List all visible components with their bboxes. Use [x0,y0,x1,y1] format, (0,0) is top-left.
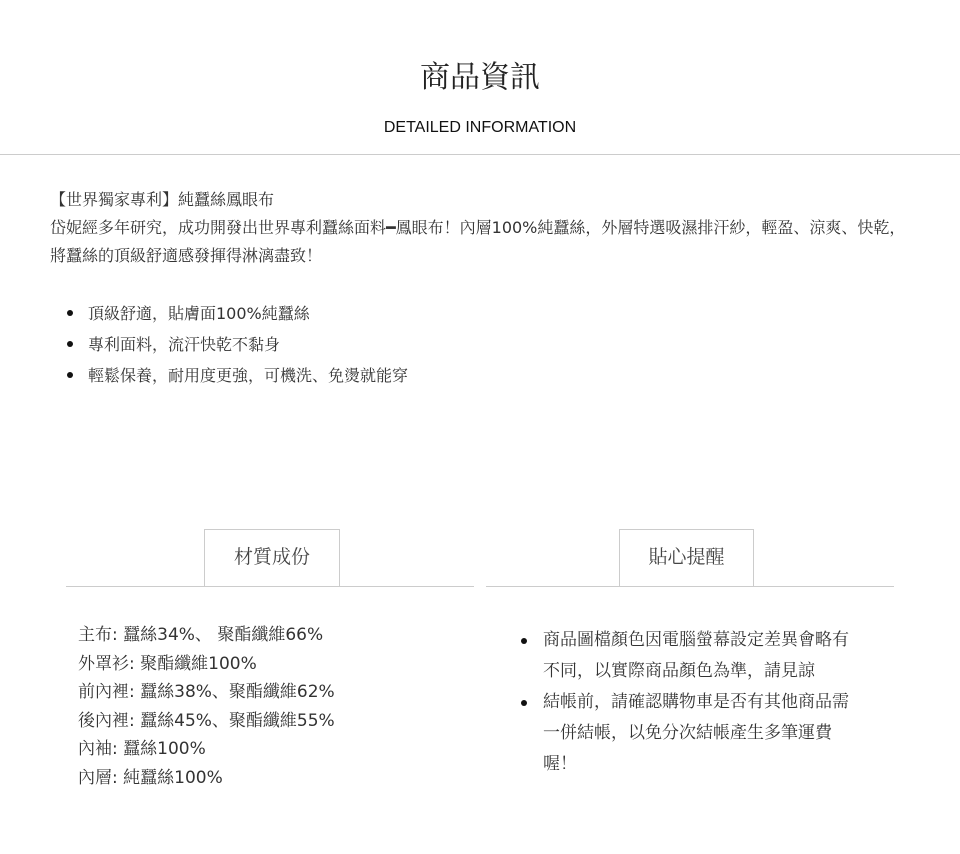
material-row: 主布: 蠶絲34%、 聚酯纖維66% [78,625,324,645]
product-intro [50,186,910,270]
product-description: 岱妮經多年研究，成功開發出世界專利蠶絲面料━鳳眼布！內層100%純蠶絲，外層特選吸濕排汗紗，輕盈、涼爽、快乾，將蠶絲的頂級舒適感發揮得淋漓盡致！ [50,218,906,265]
header-divider [0,154,960,155]
feature-item: 專利面料，流汗快乾不黏身 [50,329,910,360]
notes-tab: 貼心提醒 [619,529,754,586]
material-row: 後內裡: 蠶絲45%、聚酯纖維55% [78,710,335,731]
material-row: 內層: 純蠶絲100% [78,767,223,788]
note-item: 結帳前，請確認購物車是否有其他商品需一併結帳，以免分次結帳產生多筆運費喔！ [517,687,862,780]
material-row: 前內裡: 蠶絲38%、聚酯纖維62% [78,682,335,703]
page-subtitle: DETAILED INFORMATION [383,119,577,136]
notes-divider [486,586,894,587]
material-row: 內袖: 蠶絲100% [78,739,206,760]
note-item: 商品圖檔顏色因電腦螢幕設定差異會略有不同，以實際商品顏色為準，請見諒 [517,625,862,687]
materials-divider [66,586,474,587]
materials-tab: 材質成份 [204,529,340,586]
page-title: 商品資訊 [420,60,540,95]
product-headline: 【世界獨家專利】純蠶絲鳳眼布 [50,190,275,209]
notes-list [517,625,862,780]
feature-item: 輕鬆保養，耐用度更強，可機洗、免燙就能穿 [50,360,910,391]
material-row: 外罩衫: 聚酯纖維100% [78,653,257,674]
materials-list [78,621,458,793]
feature-item: 頂級舒適，貼膚面100%純蠶絲 [50,298,910,329]
feature-list [50,298,910,391]
